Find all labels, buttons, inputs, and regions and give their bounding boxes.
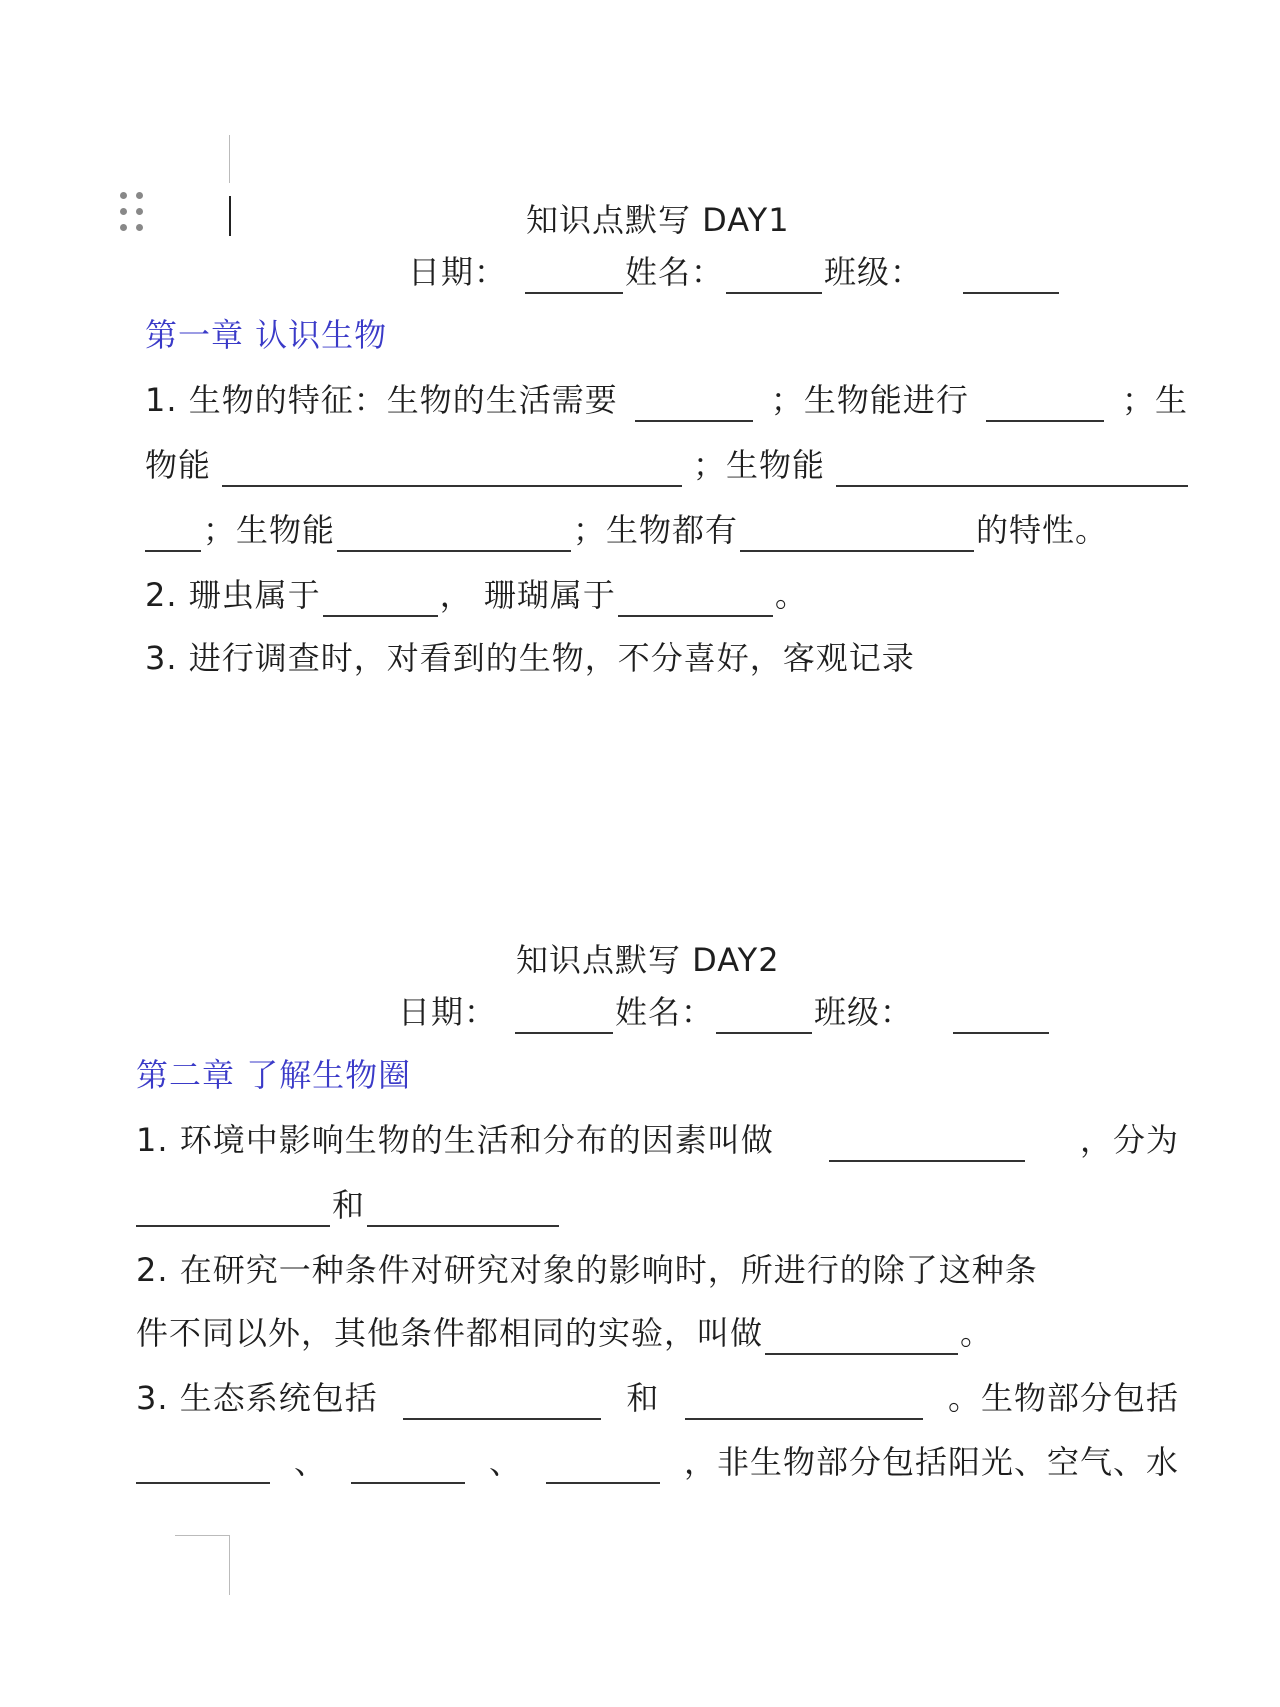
d2-q1-line-2 bbox=[136, 1183, 561, 1227]
class-blank[interactable] bbox=[953, 996, 1049, 1034]
q1-line-1 bbox=[145, 378, 1188, 422]
q1-line-3 bbox=[145, 508, 1108, 552]
q2-text: 2. 在研究一种条件对研究对象的影响时，所进行的除了这种条 bbox=[136, 1251, 1038, 1289]
q1-text: ；生物都有 bbox=[573, 511, 739, 549]
class-blank[interactable] bbox=[963, 256, 1059, 294]
blank[interactable] bbox=[546, 1446, 660, 1484]
q3-line: 3. 进行调查时，对看到的生物，不分喜好，客观记录 bbox=[145, 639, 915, 677]
blank[interactable] bbox=[136, 1189, 330, 1227]
blank[interactable] bbox=[367, 1189, 559, 1227]
name-blank[interactable] bbox=[716, 996, 812, 1034]
blank[interactable] bbox=[145, 514, 201, 552]
q2-text: 件不同以外，其他条件都相同的实验，叫做 bbox=[136, 1314, 764, 1352]
q2-text: 2. 珊虫属于 bbox=[145, 576, 321, 614]
drag-handle-icon[interactable] bbox=[120, 192, 146, 236]
q2-text: 。 bbox=[774, 576, 808, 614]
blank[interactable] bbox=[765, 1317, 958, 1355]
name-blank[interactable] bbox=[726, 256, 822, 294]
d2-q3-line-1 bbox=[136, 1376, 1179, 1420]
q2-text: ， 珊瑚属于 bbox=[439, 576, 616, 614]
d2-q2-line-2 bbox=[136, 1311, 993, 1355]
blank[interactable] bbox=[685, 1382, 923, 1420]
blank[interactable] bbox=[403, 1382, 601, 1420]
q1-text: 和 bbox=[332, 1186, 366, 1224]
blank[interactable] bbox=[222, 449, 682, 487]
q1-text: ；生物能进行 bbox=[770, 381, 969, 419]
blank[interactable] bbox=[829, 1124, 1025, 1162]
q1-text: 1. 生物的特征：生物的生活需要 bbox=[145, 381, 618, 419]
header-fields-day1 bbox=[408, 250, 1061, 294]
d2-q1-line-1 bbox=[136, 1118, 1179, 1162]
d2-q2-line-1 bbox=[136, 1248, 1179, 1292]
q3-text: 和 bbox=[626, 1379, 660, 1417]
q1-text: 物能 bbox=[145, 446, 212, 484]
blank[interactable] bbox=[136, 1446, 270, 1484]
worksheet-title-day2: 知识点默写 DAY2 bbox=[516, 941, 780, 979]
q2-text: 。 bbox=[960, 1314, 994, 1352]
q2-line bbox=[145, 573, 808, 617]
blank[interactable] bbox=[740, 514, 974, 552]
blank[interactable] bbox=[351, 1446, 465, 1484]
q1-text: 的特性。 bbox=[976, 511, 1109, 549]
q3-text: 。生物部分包括 bbox=[947, 1379, 1179, 1417]
q1-text: ；生物能 bbox=[692, 446, 825, 484]
blank[interactable] bbox=[618, 579, 773, 617]
date-blank[interactable] bbox=[515, 996, 613, 1034]
name-label: 姓名： bbox=[625, 253, 725, 291]
q3-text: ，非生物部分包括阳光、空气、水 bbox=[683, 1443, 1179, 1481]
d2-q3-line-2 bbox=[136, 1440, 1179, 1484]
q1-line-2 bbox=[145, 443, 1188, 487]
text-cursor bbox=[229, 196, 231, 236]
page-corner-mark bbox=[229, 1535, 230, 1595]
blank[interactable] bbox=[323, 579, 438, 617]
blank[interactable] bbox=[986, 384, 1104, 422]
blank[interactable] bbox=[836, 449, 1188, 487]
q3-text: 、 bbox=[293, 1443, 327, 1481]
name-label: 姓名： bbox=[615, 993, 715, 1031]
blank[interactable] bbox=[635, 384, 753, 422]
worksheet-title-day1: 知识点默写 DAY1 bbox=[526, 201, 790, 239]
page-corner-mark bbox=[175, 1535, 230, 1536]
q3-text: 3. 生态系统包括 bbox=[136, 1379, 378, 1417]
date-label: 日期： bbox=[398, 993, 498, 1031]
blank[interactable] bbox=[337, 514, 571, 552]
q1-text: 1. 环境中影响生物的生活和分布的因素叫做 bbox=[136, 1121, 774, 1159]
q1-text: ；生 bbox=[1121, 381, 1188, 419]
date-label: 日期： bbox=[408, 253, 508, 291]
date-blank[interactable] bbox=[525, 256, 623, 294]
q1-text: ；生物能 bbox=[203, 511, 336, 549]
header-fields-day2 bbox=[398, 990, 1051, 1034]
page-corner-mark bbox=[229, 135, 230, 183]
q1-text: ，分为 bbox=[1079, 1121, 1179, 1159]
class-label: 班级： bbox=[814, 993, 914, 1031]
q3-text: 、 bbox=[488, 1443, 522, 1481]
chapter-heading-1: 第一章 认识生物 bbox=[145, 316, 388, 354]
chapter-heading-2: 第二章 了解生物圈 bbox=[136, 1056, 412, 1094]
class-label: 班级： bbox=[824, 253, 924, 291]
